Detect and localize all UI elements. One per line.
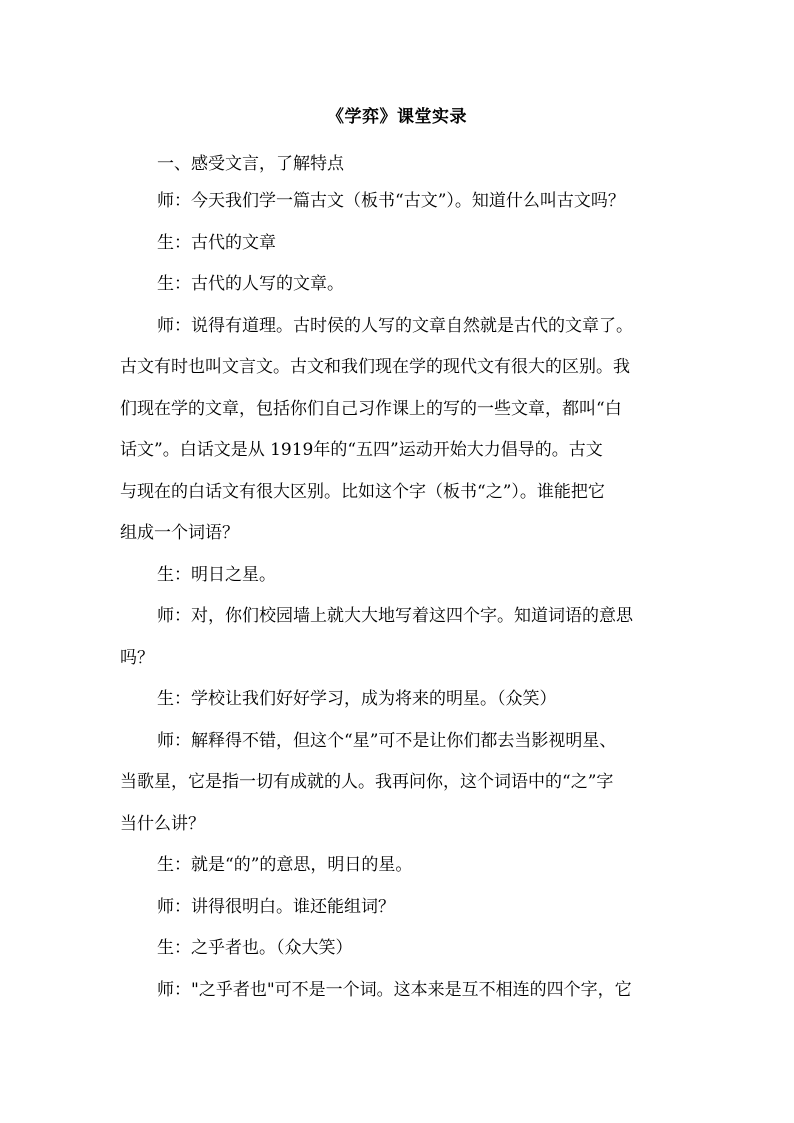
paragraph-line: 生：之乎者也。（众大笑） bbox=[157, 938, 353, 958]
paragraph-line: 生：古代的人写的文章。 bbox=[157, 274, 344, 294]
paragraph-line: 师：讲得很明白。谁还能组词？ bbox=[157, 897, 395, 917]
paragraph-line: 师：对，你们校园墙上就大大地写着这四个字。知道词语的意思 bbox=[157, 606, 633, 626]
paragraph-line: 当什么讲？ bbox=[120, 814, 205, 834]
paragraph-line: 与现在的白话文有很大区别。比如这个字（板书“之”）。谁能把它 bbox=[120, 482, 605, 502]
paragraph-line: 古文有时也叫文言文。古文和我们现在学的现代文有很大的区别。我 bbox=[120, 357, 630, 377]
paragraph-line: 当歌星，它是指一切有成就的人。我再问你，这个词语中的“之”字 bbox=[120, 772, 614, 792]
section-heading: 一、感受文言，了解特点 bbox=[157, 154, 344, 174]
paragraph-line: 师：解释得不错，但这个“星”可不是让你们都去当影视明星、 bbox=[157, 731, 617, 751]
paragraph-line: 生：学校让我们好好学习，成为将来的明星。（众笑） bbox=[157, 689, 557, 709]
paragraph-line: 生：就是“的”的意思，明日的星。 bbox=[157, 855, 413, 875]
paragraph-line: 话文”。白话文是从 1919年的“五四”运动开始大力倡导的。古文 bbox=[120, 440, 603, 460]
paragraph-line: 们现在学的文章，包括你们自己习作课上的写的一些文章，都叫“白 bbox=[120, 399, 622, 419]
paragraph-line: 吗？ bbox=[120, 648, 154, 668]
paragraph-line: 师：说得有道理。古时侯的人写的文章自然就是古代的文章了。 bbox=[157, 316, 633, 336]
document-title: 《学弈》课堂实录 bbox=[327, 107, 467, 127]
paragraph-line: 师：今天我们学一篇古文（板书“古文”）。知道什么叫古文吗？ bbox=[157, 191, 625, 211]
paragraph-line: 生：古代的文章 bbox=[157, 233, 276, 253]
paragraph-line: 师："之乎者也"可不是一个词。这本来是互不相连的四个字，它 bbox=[157, 980, 632, 1000]
paragraph-line: 组成一个词语？ bbox=[120, 523, 239, 543]
paragraph-line: 生：明日之星。 bbox=[157, 565, 276, 585]
